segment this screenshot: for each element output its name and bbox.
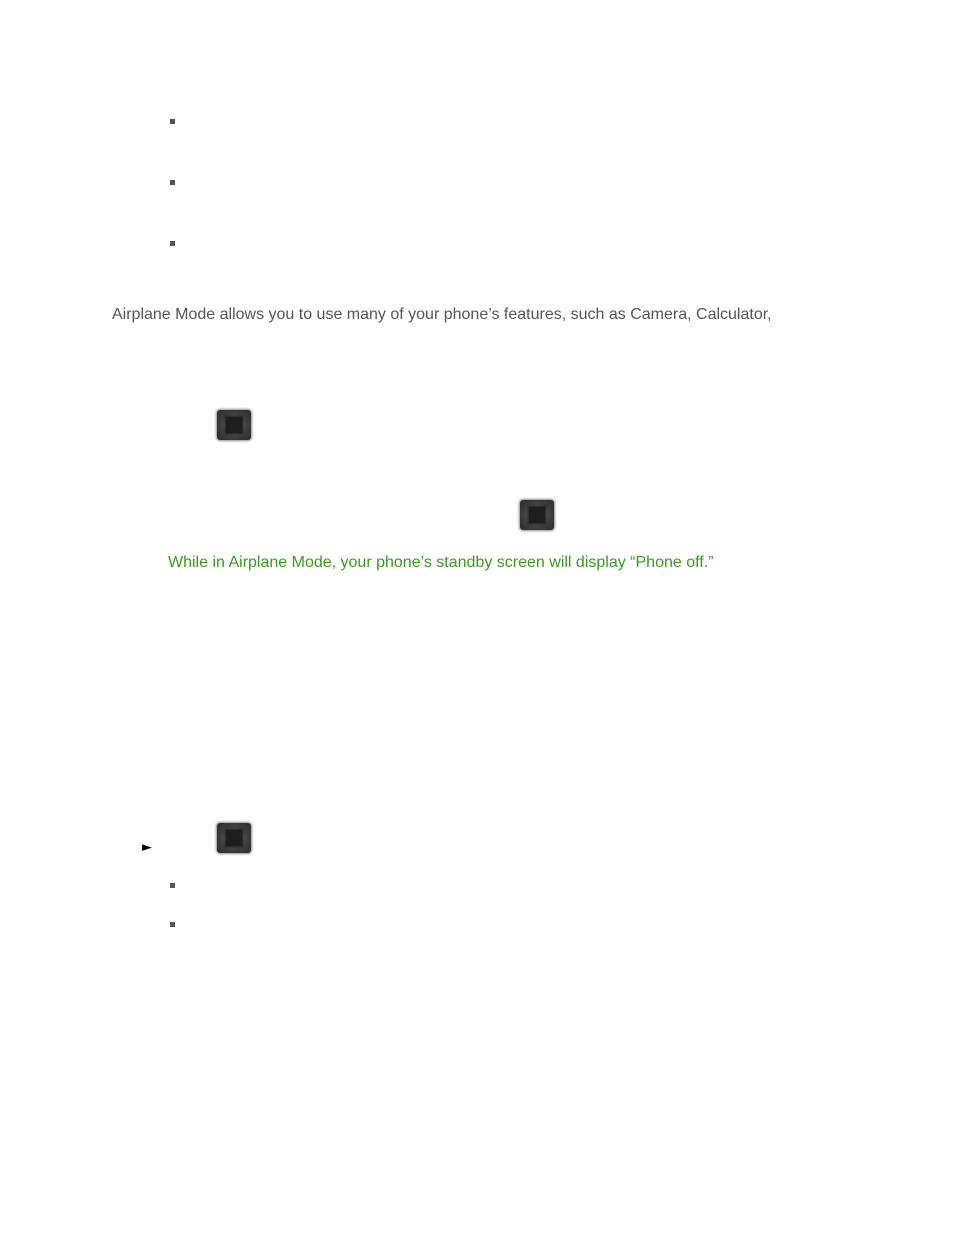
bullet-marker: [170, 180, 175, 185]
step-arrow-icon: ►: [142, 840, 152, 855]
menu-key-icon: [217, 823, 251, 853]
bullet-marker: [170, 119, 175, 124]
menu-key-icon: [217, 410, 251, 440]
airplane-mode-paragraph: Airplane Mode allows you to use many of your phone’s features, such as Camera, Calculator,: [112, 306, 772, 323]
menu-key-icon: [520, 500, 554, 530]
note-text: While in Airplane Mode, your phone’s standby screen will display “Phone off.”: [168, 554, 714, 571]
bullet-marker: [170, 922, 175, 927]
bullet-marker: [170, 241, 175, 246]
bullet-marker: [170, 883, 175, 888]
